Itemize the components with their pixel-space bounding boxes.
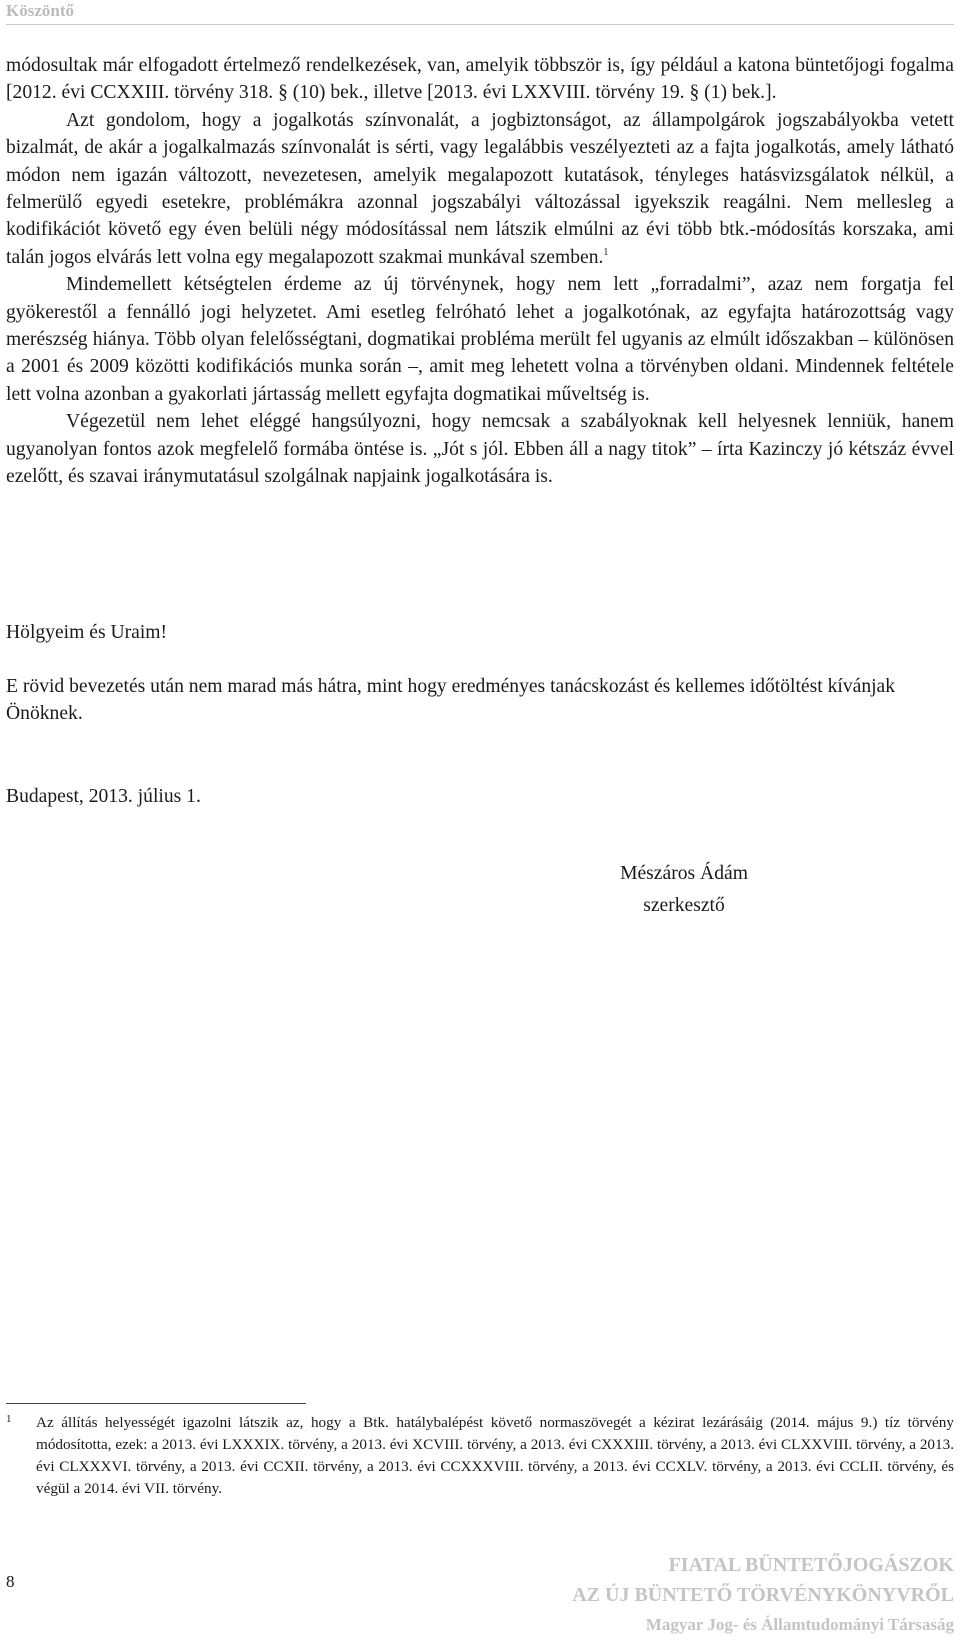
signature-block [584, 858, 784, 922]
page-number: 8 [6, 1572, 15, 1591]
closing-paragraph: E rövid bevezetés után nem marad más hátra, mint hogy eredményes tanácskozást és kellemes időtöltést kívánjak Önöknek. [6, 676, 896, 725]
main-text [6, 52, 954, 491]
greeting: Hölgyeim és Uraim! [6, 622, 168, 643]
footnote-separator [6, 1403, 306, 1404]
place-and-date: Budapest, 2013. július 1. [6, 786, 201, 807]
header-title: Köszöntő [6, 1, 74, 20]
footnote-reference[interactable]: 1 [603, 246, 609, 258]
paragraph-1: módosultak már elfogadott értelmező rendelkezések, van, amelyik többször is, így például a katona büntetőjogi fogalma [2012. évi CCXXIII. törvény 318. § (10) bek., illetve [2013. évi LXXVIII. törvény 19. § (1) bek.]. [6, 55, 954, 104]
footer-line-3: Magyar Jog- és Államtudományi Társaság [645, 1615, 954, 1634]
signature-name: Mészáros Ádám [620, 863, 748, 884]
paragraph-3: Mindemellett kétségtelen érdeme az új törvénynek, hogy nem lett „forradalmi”, azaz nem forgatja fel gyökerestől a fennálló jogi helyzetet. Ami esetleg felróható lehet a jogalkotónak, az egyfajta határozottság vagy merészség hiánya. Több olyan felelősségtani, dogmatikai probléma merült fel ugyanis az elmúlt időszakban – különösen a 2001 és 2009 közötti kodifikációs munka során –, amit meg lehetett volna a törvényben oldani. Mindennek feltétele lett volna azonban a gyakorlati jártasság mellett egyfajta dogmatikai műveltség is. [6, 274, 954, 405]
paragraph-2 [6, 107, 954, 271]
signature-role: szerkesztő [643, 895, 725, 916]
paragraph-4: Végezetül nem lehet eléggé hangsúlyozni, hogy nemcsak a szabályoknak kell helyesnek lenniük, hanem ugyanolyan fontos azok megfelelő formába öntése is. „Jót s jól. Ebben áll a nagy titok” – írta Kazinczy jó kétszáz évvel ezelőtt, és szavai iránymutatásul szolgálnak napjaink jogalkotására is. [6, 411, 954, 488]
footer-line-1: FIATAL BÜNTETŐJOGÁSZOK [668, 1554, 954, 1576]
footer-line-2: AZ ÚJ BÜNTETŐ TÖRVÉNYKÖNYVRŐL [572, 1584, 954, 1606]
running-header [6, 0, 954, 25]
paragraph-2-text: Azt gondolom, hogy a jogalkotás színvonalát, a jogbiztonságot, az állampolgárok jogszabályokba vetett bizalmát, de akár a jogalkalmazás színvonalát is sérti, vagy legalábbis veszélyezteti az a fajta jogalkotás, amely látható módon nem igazán változott, nevezetesen, amelyik megalapozott kutatások, tényleges hatásvizsgálatok nélkül, a felmerülő egyedi esetekre, problémákra azonnal jogszabályi változással igyekszik reagálni. Nem mellesleg a kodifikációt követő egy éven belüli négy módosítással nem látszik elmúlni az évi több btk.-módosítás korszaka, ami talán jogos elvárás lett volna egy megalapozott szakmai munkával szemben. [6, 109, 954, 268]
footnote-number: 1 [6, 1413, 12, 1425]
footnote-text: Az állítás helyességét igazolni látszik az, hogy a Btk. hatálybalépést követő normaszövegét a kézirat lezárásáig (2014. május 9.) tíz törvény módosította, ezek: a 2013. évi LXXXIX. törvény, a 2013. évi XCVIII. törvény, a 2013. évi CXXXIII. törvény, a 2013. évi CLXXVIII. törvény, a 2013. évi CLXXXVI. törvény, a 2013. évi CCXII. törvény, a 2013. évi CCXXXVIII. törvény, a 2013. évi CCXLV. törvény, a 2013. évi CCLII. törvény, és végül a 2014. évi VII. törvény. [36, 1414, 954, 1497]
running-footer [572, 1550, 954, 1640]
footnote [6, 1412, 954, 1500]
